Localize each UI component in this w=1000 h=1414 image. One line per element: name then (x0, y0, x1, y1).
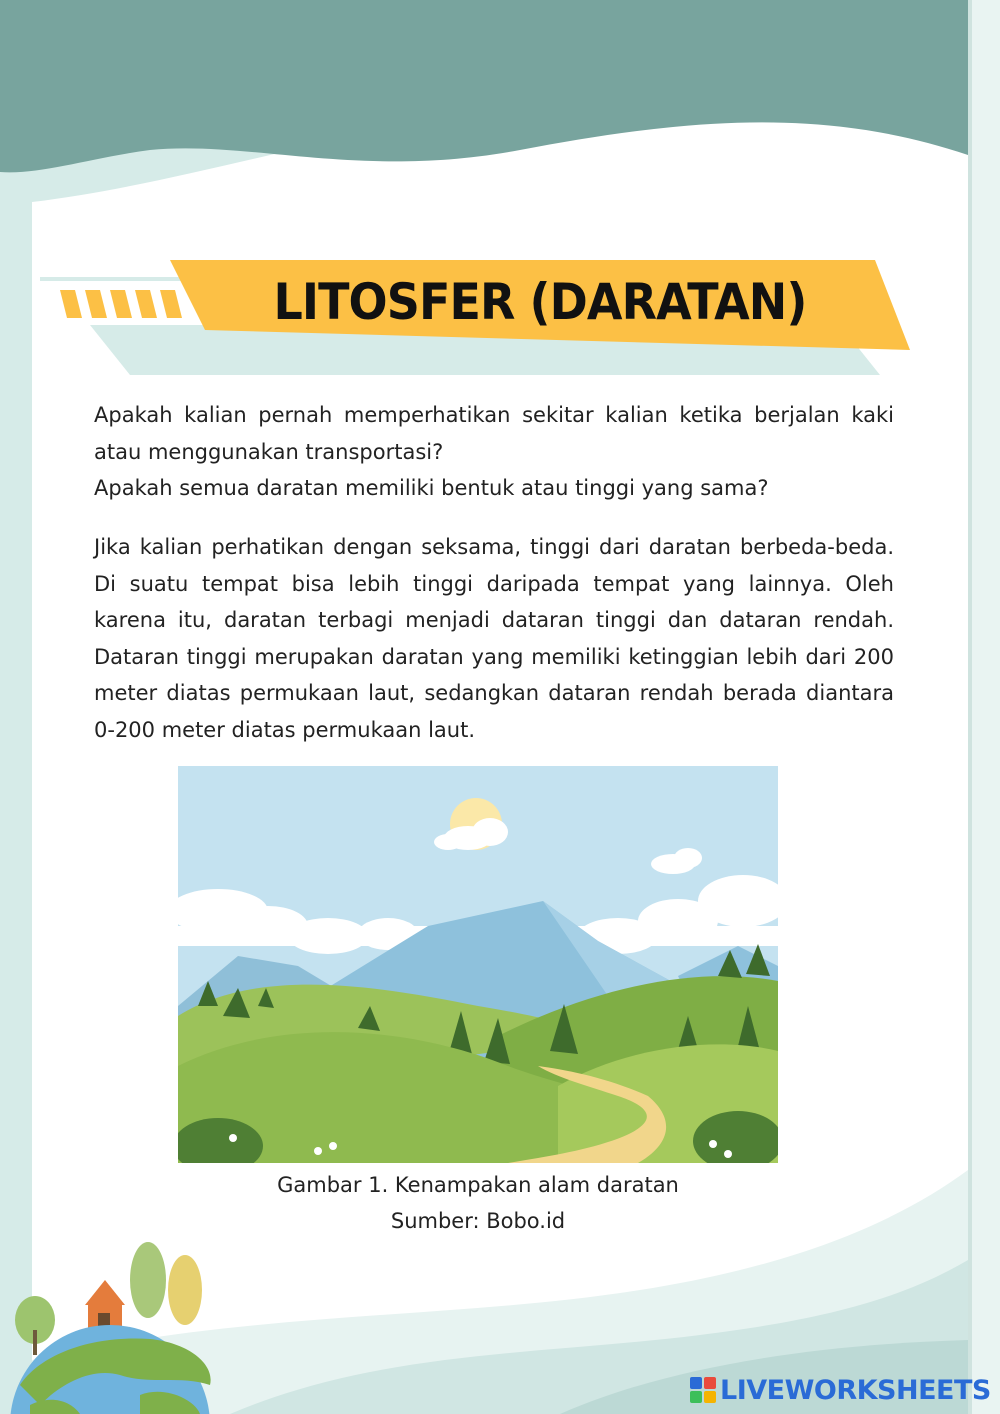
brand-watermark (690, 1372, 991, 1408)
figure-caption: Gambar 1. Kenampakan alam daratan (277, 1173, 679, 1197)
intro-question-2: Apakah semua daratan memiliki bentuk atau tinggi yang sama? (94, 476, 769, 500)
body-paragraph: Jika kalian perhatikan dengan seksama, tinggi dari daratan berbeda-beda. Di suatu tempat bisa lebih tinggi daripada tempat yang lainnya. Oleh karena itu, daratan terbagi menjadi dataran tinggi dan dataran rendah. Dataran tinggi merupakan daratan yang memiliki ketinggian lebih dari 200 meter diatas permukaan laut, sedangkan dataran rendah berada diantara 0-200 meter diatas permukaan laut. (94, 535, 894, 742)
intro-text (94, 397, 894, 507)
figure-source: Sumber: Bobo.id (390, 1209, 566, 1233)
intro-question-1: Apakah kalian pernah memperhatikan sekitar kalian ketika berjalan kaki atau menggunakan transportasi? (94, 403, 894, 464)
brand-logo-icon (690, 1377, 716, 1403)
page-title: LITOSFER (DARATAN) (273, 273, 807, 331)
earth-illustration (0, 1235, 230, 1414)
landscape-illustration (178, 766, 778, 1163)
brand-name: LIVEWORKSHEETS (720, 1374, 991, 1406)
